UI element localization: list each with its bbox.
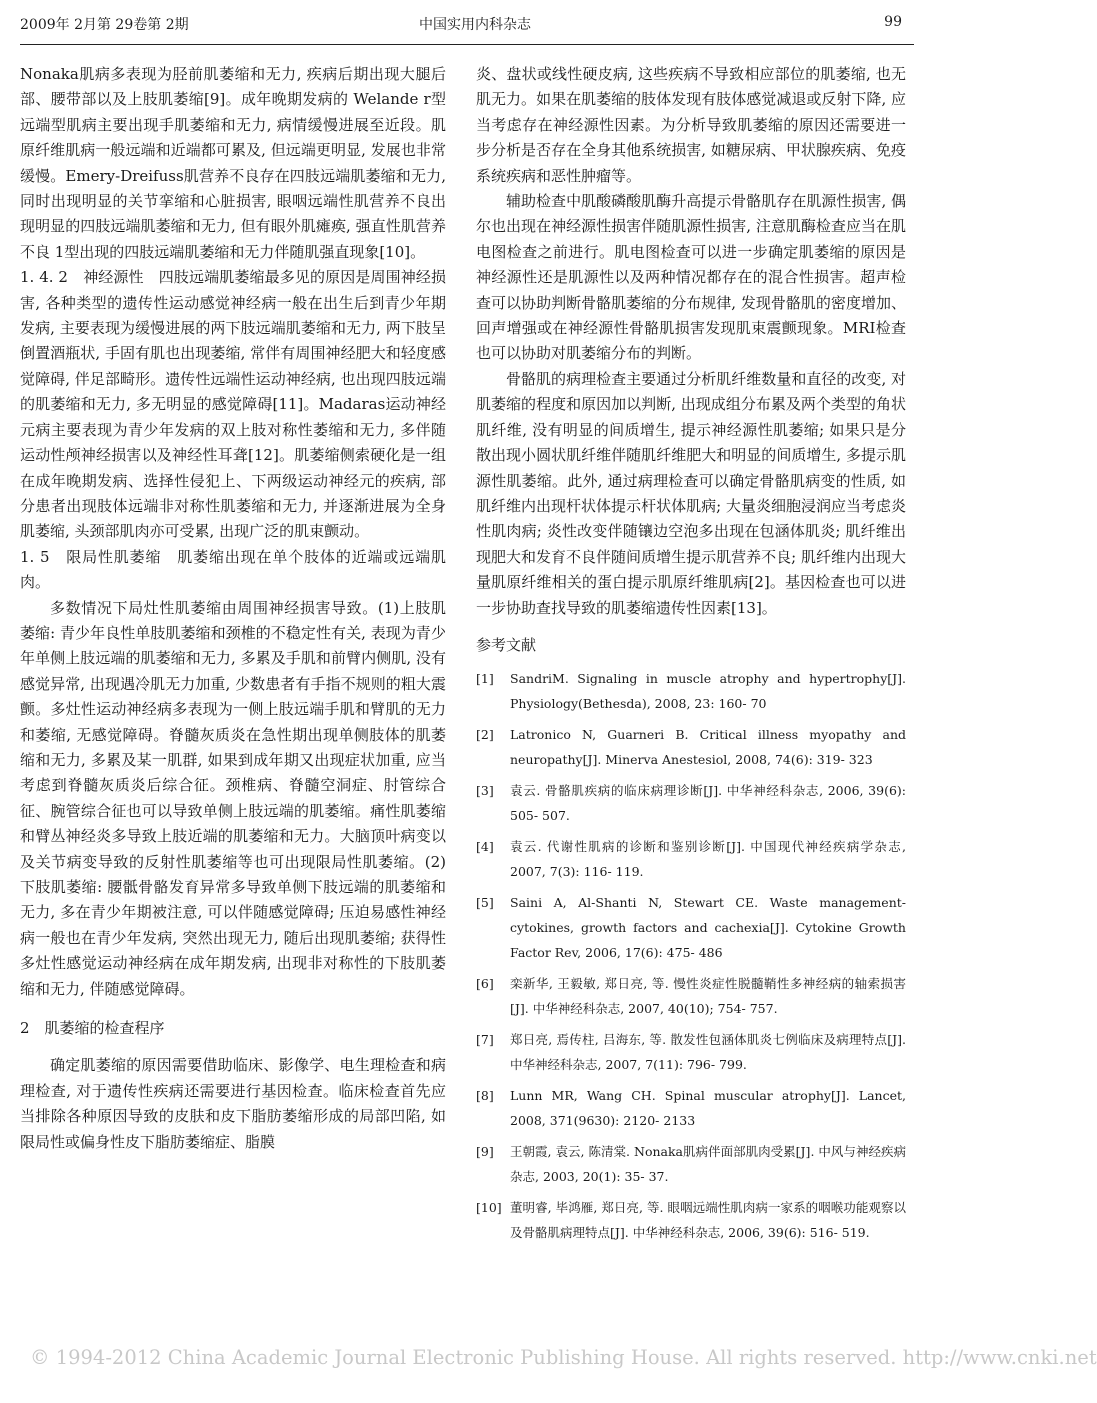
reference-item bbox=[476, 1027, 906, 1077]
paragraph-distal-myopathy: Nonaka肌病多表现为胫前肌萎缩和无力, 疾病后期出现大腿后部、腰带部以及上肢肌萎缩[9]。成年晚期发病的 Welande r型远端型肌病主要出现手肌萎缩和无力, 病情缓慢进展至近段。肌原纤维肌病一般远端和近端都可累及, 但远端更明显, 发展也非常缓慢。Emery-Dreifuss肌营养不良存在四肢远端肌萎缩和无力, 同时出现明显的关节挛缩和心脏损害, 眼咽远端性肌营养不良出现明显的四肢远端肌萎缩和无力, 但有眼外肌瘫痪, 强直性肌营养不良 1型出现的四肢远端肌萎缩和无力伴随肌强直现象[10]。 bbox=[20, 65, 446, 261]
reference-item bbox=[476, 666, 906, 716]
copyright-watermark: © 1994-2012 China Academic Journal Electronic Publishing House. All rights reserved. http://www.cnki.net bbox=[30, 1346, 1097, 1369]
issue-info: 2009年 2月第 29卷第 2期 bbox=[20, 17, 189, 33]
journal-title: 中国实用内科杂志 bbox=[419, 17, 531, 33]
references-title: 参考文献 bbox=[476, 635, 537, 654]
reference-item bbox=[476, 1083, 906, 1133]
reference-number: [6] bbox=[476, 976, 494, 992]
reference-number: [1] bbox=[476, 671, 494, 687]
paragraph-auxiliary-exams: 辅助检查中肌酸磷酸肌酶升高提示骨骼肌存在肌源性损害, 偶尔也出现在神经源性损害伴随肌源性损害, 注意肌酶检查应当在肌电图检查之前进行。肌电图检查可以进一步确定肌萎缩的原因是神经源性还是肌源性以及两种情况都存在的混合性损害。超声检查可以协助判断骨骼肌萎缩的分布规律, 发现骨骼肌的密度增加、回声增强或在神经源性骨骼肌损害发现肌束震颤现象。MRI检查也可以协助对肌萎缩分布的判断。 bbox=[476, 192, 906, 363]
page-number: 99 bbox=[884, 14, 902, 30]
paragraph-focal-atrophy: 多数情况下局灶性肌萎缩由周围神经损害导致。(1)上肢肌萎缩: 青少年良性单肢肌萎缩和颈椎的不稳定性有关, 表现为青少年单侧上肢远端的肌萎缩和无力, 多累及手肌和前臂内侧肌, 没有感觉异常, 出现遇冷肌无力加重, 少数患者有手指不规则的粗大震颤。多灶性运动神经病多表现为一侧上肢远端手肌和臂肌的无力和萎缩, 无感觉障碍。脊髓灰质炎在急性期出现单侧肢体的肌萎缩和无力, 多累及某一肌群, 如果到成年期又出现症状加重, 应当考虑到脊髓灰质炎后综合征。颈椎病、脊髓空洞症、肘管综合征、腕管综合征也可以导致单侧上肢远端的肌萎缩。痛性肌萎缩和臂丛神经炎多导致上肢近端的肌萎缩和无力。大脑顶叶病变以及关节病变导致的反射性肌萎缩等也可出现限局性肌萎缩。(2)下肢肌萎缩: 腰骶骨骼发育异常多导致单侧下肢远端的肌萎缩和无力, 多在青少年期被注意, 可以伴随感觉障碍; 压迫易感性神经病一般也在青少年发病, 突然出现无力, 随后出现肌萎缩; 获得性多灶性感觉运动神经病在成年期发病, 出现非对称性的下肢肌萎缩和无力, 伴随感觉障碍。 bbox=[20, 598, 446, 998]
reference-number: [5] bbox=[476, 895, 494, 911]
reference-number: [3] bbox=[476, 783, 494, 799]
reference-list bbox=[476, 666, 906, 1245]
reference-text: SandriM. Signaling in muscle atrophy and hypertrophy[J]. Physiology(Bethesda), 2008, 23: 160- 70 bbox=[510, 671, 906, 712]
reference-text: Lunn MR, Wang CH. Spinal muscular atrophy[J]. Lancet, 2008, 371(9630): 2120- 2133 bbox=[510, 1088, 906, 1129]
reference-text: 王朝霞, 袁云, 陈清棠. Nonaka肌病伴面部肌肉受累[J]. 中风与神经疾病杂志, 2003, 20(1): 35- 37. bbox=[510, 1144, 906, 1185]
reference-item bbox=[476, 722, 906, 772]
left-column bbox=[20, 62, 446, 1155]
reference-number: [7] bbox=[476, 1032, 494, 1048]
reference-text: 董明睿, 毕鸿雁, 郑日亮, 等. 眼咽远端性肌肉病一家系的咽喉功能观察以及骨骼肌病理特点[J]. 中华神经科杂志, 2006, 39(6): 516- 519. bbox=[510, 1200, 906, 1241]
paragraph-focal-atrophy-heading: 1. 5 限局性肌萎缩 肌萎缩出现在单个肢体的近端或远端肌肉。 bbox=[20, 547, 446, 592]
section-2-title: 2 肌萎缩的检查程序 bbox=[20, 1019, 165, 1038]
reference-text: 袁云. 代谢性肌病的诊断和鉴别诊断[J]. 中国现代神经疾病学杂志, 2007, 7(3): 116- 119. bbox=[510, 839, 906, 880]
reference-text: 郑日亮, 焉传柱, 吕海东, 等. 散发性包涵体肌炎七例临床及病理特点[J]. 中华神经科杂志, 2007, 7(11): 796- 799. bbox=[510, 1032, 906, 1073]
right-column bbox=[476, 62, 906, 1251]
paragraph-exam-continued: 炎、盘状或线性硬皮病, 这些疾病不导致相应部位的肌萎缩, 也无肌无力。如果在肌萎缩的肢体发现有肢体感觉减退或反射下降, 应当考虑存在神经源性因素。为分析导致肌萎缩的原因还需要进一步分析是否存在全身其他系统损害, 如糖尿病、甲状腺疾病、免疫系统疾病和恶性肿瘤等。 bbox=[476, 65, 906, 185]
reference-number: [9] bbox=[476, 1144, 494, 1160]
header-rule bbox=[20, 44, 914, 45]
reference-number: [8] bbox=[476, 1088, 494, 1104]
reference-item bbox=[476, 1195, 906, 1245]
reference-item bbox=[476, 778, 906, 828]
reference-text: Saini A, Al-Shanti N, Stewart CE. Waste management-cytokines, growth factors and cachexia[J]. Cytokine Growth Factor Rev, 2006, 17(6): 475- 486 bbox=[510, 895, 906, 961]
reference-item bbox=[476, 834, 906, 884]
paragraph-neurogenic: 1. 4. 2 神经源性 四肢远端肌萎缩最多见的原因是周围神经损害, 各种类型的遗传性运动感觉神经病一般在出生后到青少年期发病, 主要表现为缓慢进展的两下肢远端肌萎缩和无力, 两下肢呈倒置酒瓶状, 手固有肌也出现萎缩, 常伴有周围神经肥大和轻度感觉障碍, 伴足部畸形。遗传性远端性运动神经病, 也出现四肢远端的肌萎缩和无力, 多无明显的感觉障碍[11]。Madaras运动神经元病主要表现为青少年发病的双上肢对称性萎缩和无力, 多伴随运动性颅神经损害以及神经性耳聋[12]。肌萎缩侧索硬化是一组在成年晚期发病、选择性侵犯上、下两级运动神经元的疾病, 部分患者出现肢体远端非对称性肌萎缩和无力, 并逐渐进展为全身肌萎缩, 头颈部肌肉亦可受累, 出现广泛的肌束颤动。 bbox=[20, 268, 446, 541]
reference-text: 栾新华, 王毅敏, 郑日亮, 等. 慢性炎症性脱髓鞘性多神经病的轴索损害[J]. 中华神经科杂志, 2007, 40(10); 754- 757. bbox=[510, 976, 906, 1017]
reference-text: 袁云. 骨骼肌疾病的临床病理诊断[J]. 中华神经科杂志, 2006, 39(6): 505- 507. bbox=[510, 783, 906, 824]
reference-number: [10] bbox=[476, 1200, 502, 1216]
reference-item bbox=[476, 890, 906, 965]
paragraph-exam-procedure: 确定肌萎缩的原因需要借助临床、影像学、电生理检查和病理检查, 对于遗传性疾病还需要进行基因检查。临床检查首先应当排除各种原因导致的皮肤和皮下脂肪萎缩形成的局部凹陷, 如限局性或偏身性皮下脂肪萎缩症、脂膜 bbox=[20, 1056, 446, 1151]
paragraph-pathology: 骨骼肌的病理检查主要通过分析肌纤维数量和直径的改变, 对肌萎缩的程度和原因加以判断, 出现成组分布累及两个类型的角状肌纤维, 没有明显的间质增生, 提示神经源性肌萎缩; 如果只是分散出现小圆状肌纤维伴随肌纤维肥大和明显的间质增生, 多提示肌源性肌萎缩。此外, 通过病理检查可以确定骨骼肌病变的性质, 如肌纤维内出现杆状体提示杆状体肌病; 大量炎细胞浸润应当考虑炎性肌肉病; 炎性改变伴随镶边空泡多出现在包涵体肌炎; 肌纤维出现肥大和发育不良伴随间质增生提示肌营养不良; 肌纤维内出现大量肌原纤维相关的蛋白提示肌原纤维肌病[2]。基因检查也可以进一步协助查找导致的肌萎缩遗传性因素[13]。 bbox=[476, 369, 906, 617]
reference-item bbox=[476, 971, 906, 1021]
reference-number: [2] bbox=[476, 727, 494, 743]
reference-item bbox=[476, 1139, 906, 1189]
reference-text: Latronico N, Guarneri B. Critical illness myopathy and neuropathy[J]. Minerva Anestesiol, 2008, 74(6): 319- 323 bbox=[510, 727, 906, 768]
reference-number: [4] bbox=[476, 839, 494, 855]
